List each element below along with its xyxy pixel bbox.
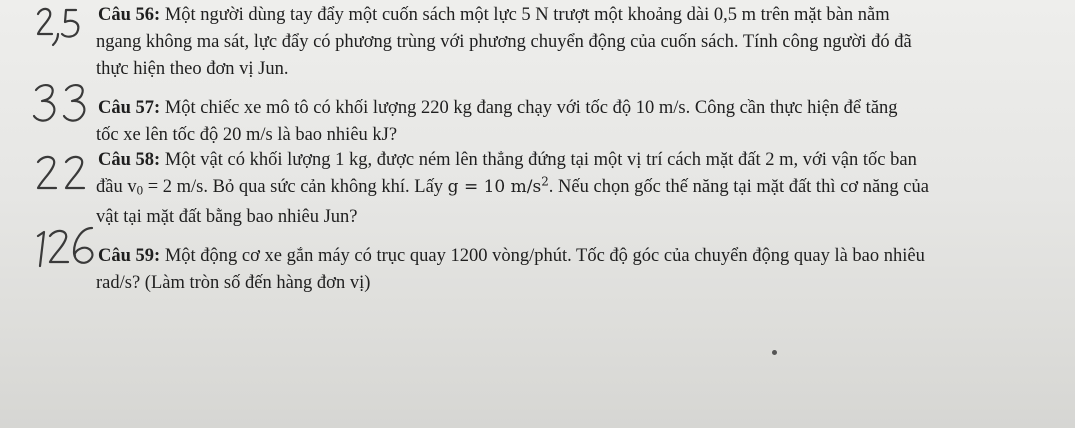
handwritten-answer-56 — [32, 4, 102, 52]
question-text: Một động cơ xe gắn máy có trục quay 1200 vòng/phút. Tốc độ góc của chuyển động quay là bao nhiêu — [164, 246, 925, 266]
question-57 — [96, 95, 1056, 149]
question-text: Một chiếc xe mô tô có khối lượng 220 kg đang chạy với tốc độ 10 m/s. Công cần thực hiện để tăng — [164, 98, 898, 118]
handwritten-answer-57 — [30, 80, 100, 128]
handwritten-answer-58 — [32, 150, 102, 198]
question-56 — [96, 2, 1056, 83]
question-text: đầu $v_0 = 2$ m/s. Bỏ qua sức cản không khí. Lấy g = 10 $m/s^2$. Nếu chọn gốc thế năng tại mặt đất thì cơ năng của — [96, 174, 929, 198]
question-label: Câu 59: — [98, 246, 161, 266]
question-text: Một vật có khối lượng 1 kg, được ném lên thẳng đứng tại một vị trí cách mặt đất 2 m, với vận tốc ban — [164, 150, 917, 170]
pen-mark — [772, 350, 777, 355]
question-text: vật tại mặt đất bằng bao nhiêu Jun? — [96, 206, 358, 227]
formula: g = 10 $m/s^2$ — [447, 174, 549, 197]
question-label: Câu 56: — [98, 5, 161, 25]
question-text: thực hiện theo đơn vị Jun. — [96, 59, 289, 79]
question-text: ngang không ma sát, lực đẩy có phương trùng với phương chuyển động của cuốn sách. Tính công người đó đã — [96, 32, 912, 52]
question-59 — [96, 243, 1056, 297]
question-text: tốc xe lên tốc độ 20 m/s là bao nhiêu kJ? — [96, 125, 398, 145]
question-label: Câu 57: — [98, 98, 161, 118]
question-text: Một người dùng tay đẩy một cuốn sách một lực 5 N trượt một khoảng dài 0,5 m trên mặt bàn nằm — [164, 5, 890, 25]
question-label: Câu 58: — [98, 150, 161, 170]
question-58 — [96, 147, 1056, 231]
question-text: rad/s? (Làm tròn số đến hàng đơn vị) — [96, 273, 371, 293]
